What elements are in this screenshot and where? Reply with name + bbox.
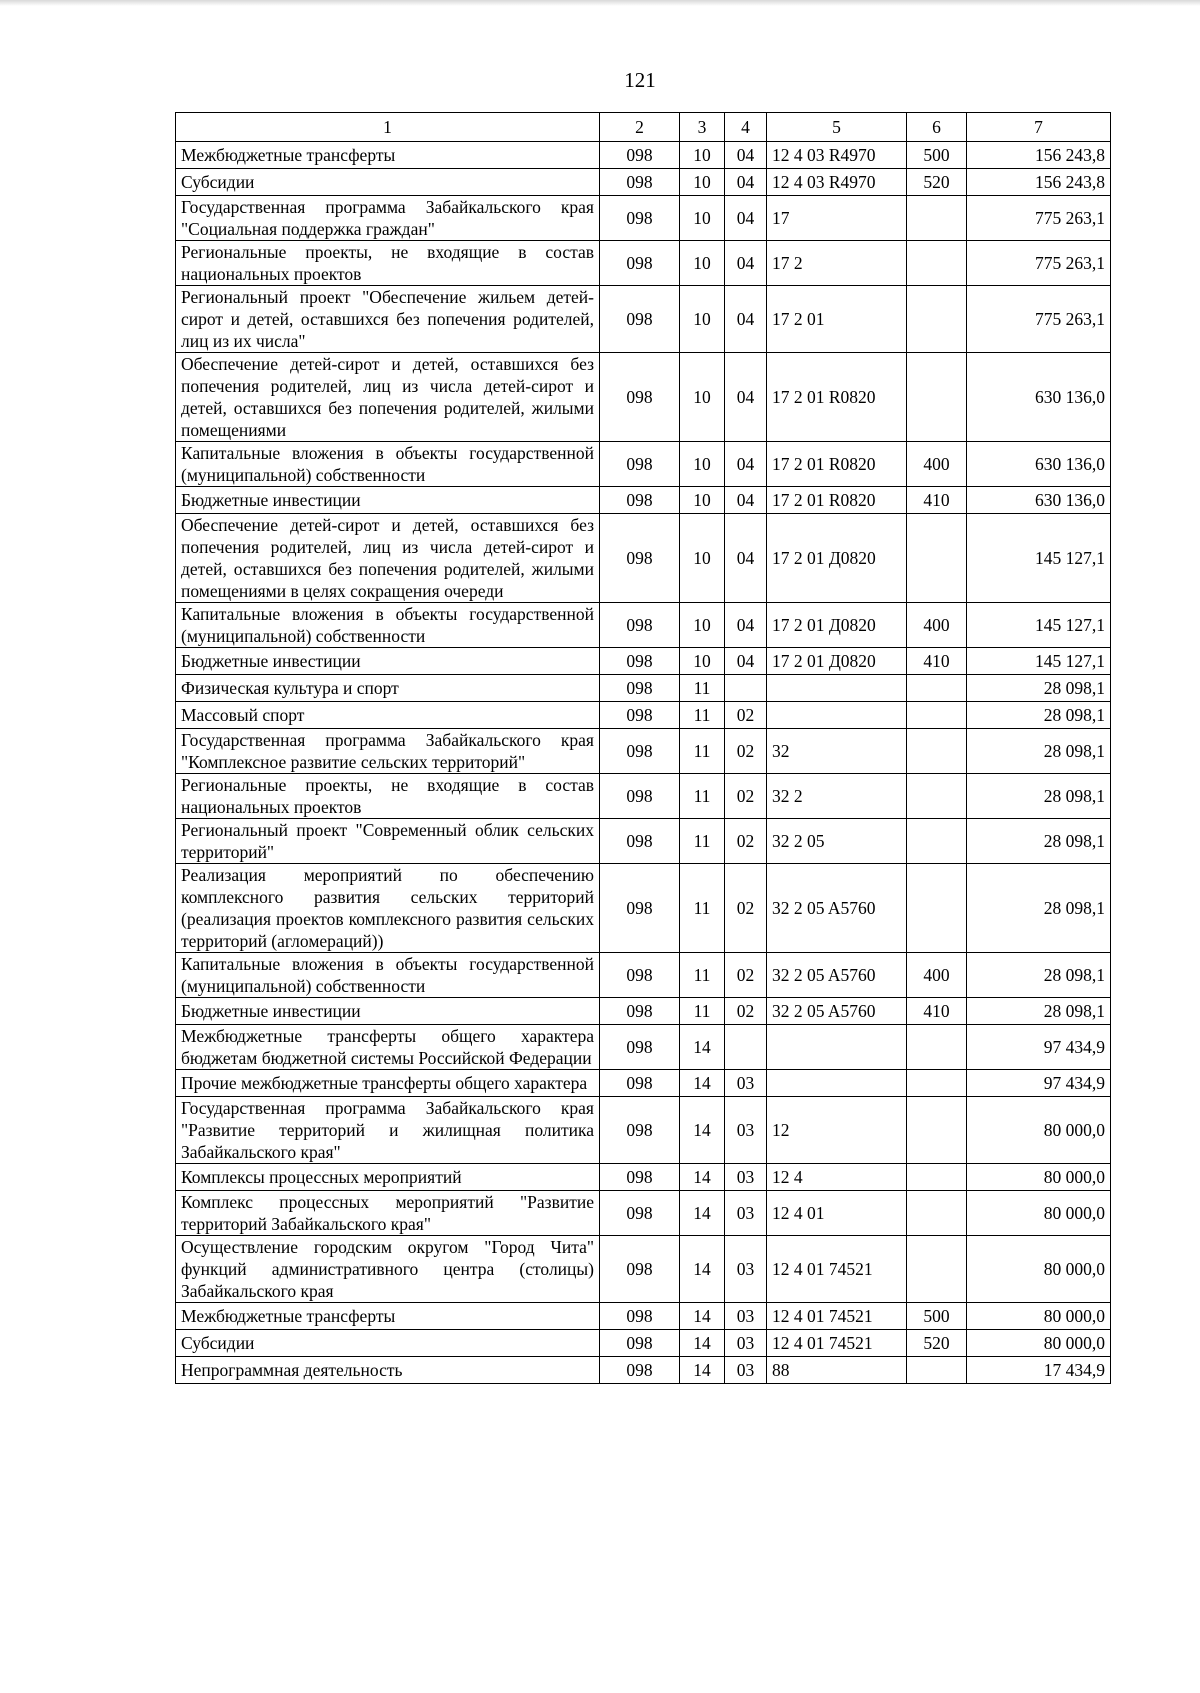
cell-expense-type xyxy=(907,1357,967,1384)
cell-section: 10 xyxy=(680,442,725,487)
cell-grbs: 098 xyxy=(600,487,680,514)
cell-name: Обеспечение детей-сирот и детей, оставшихся без попечения родителей, лиц из числа детей-сирот и детей, оставшихся без попечения родителей, жилыми помещениями в целях сокращения очереди xyxy=(176,514,600,603)
cell-name: Межбюджетные трансферты xyxy=(176,1303,600,1330)
cell-subsection: 04 xyxy=(725,196,767,241)
cell-target-article: 32 2 05 A5760 xyxy=(767,953,907,998)
cell-target-article: 17 2 01 Д0820 xyxy=(767,603,907,648)
cell-subsection: 03 xyxy=(725,1097,767,1164)
cell-amount: 28 098,1 xyxy=(967,819,1111,864)
cell-amount: 775 263,1 xyxy=(967,196,1111,241)
table-row xyxy=(176,1330,1111,1357)
cell-grbs: 098 xyxy=(600,1357,680,1384)
cell-name: Региональный проект "Современный облик сельских территорий" xyxy=(176,819,600,864)
cell-name: Обеспечение детей-сирот и детей, оставшихся без попечения родителей, лиц из числа детей-сирот и детей, оставшихся без попечения родителей, жилыми помещениями xyxy=(176,353,600,442)
table-row xyxy=(176,819,1111,864)
cell-expense-type: 410 xyxy=(907,487,967,514)
cell-subsection: 04 xyxy=(725,353,767,442)
cell-grbs: 098 xyxy=(600,729,680,774)
cell-name: Региональный проект "Обеспечение жильем детей-сирот и детей, оставшихся без попечения родителей, лиц из их числа" xyxy=(176,286,600,353)
header-col-5: 5 xyxy=(767,113,907,142)
cell-grbs: 098 xyxy=(600,603,680,648)
cell-subsection: 02 xyxy=(725,729,767,774)
cell-target-article: 17 2 xyxy=(767,241,907,286)
table-row xyxy=(176,1164,1111,1191)
cell-grbs: 098 xyxy=(600,241,680,286)
cell-section: 11 xyxy=(680,998,725,1025)
cell-amount: 145 127,1 xyxy=(967,514,1111,603)
cell-target-article: 12 4 xyxy=(767,1164,907,1191)
budget-table xyxy=(175,112,1111,1384)
cell-grbs: 098 xyxy=(600,1070,680,1097)
cell-expense-type xyxy=(907,1025,967,1070)
cell-expense-type xyxy=(907,1097,967,1164)
cell-amount: 28 098,1 xyxy=(967,729,1111,774)
cell-target-article xyxy=(767,1070,907,1097)
cell-expense-type xyxy=(907,286,967,353)
cell-amount: 630 136,0 xyxy=(967,487,1111,514)
cell-subsection: 04 xyxy=(725,487,767,514)
scan-top-edge xyxy=(0,0,1200,6)
cell-expense-type: 410 xyxy=(907,998,967,1025)
cell-grbs: 098 xyxy=(600,864,680,953)
cell-amount: 28 098,1 xyxy=(967,953,1111,998)
cell-name: Комплексы процессных мероприятий xyxy=(176,1164,600,1191)
cell-section: 11 xyxy=(680,953,725,998)
cell-section: 10 xyxy=(680,648,725,675)
table-row xyxy=(176,1357,1111,1384)
cell-expense-type xyxy=(907,729,967,774)
cell-expense-type: 500 xyxy=(907,1303,967,1330)
cell-target-article: 17 2 01 Д0820 xyxy=(767,648,907,675)
cell-grbs: 098 xyxy=(600,702,680,729)
cell-section: 14 xyxy=(680,1025,725,1070)
cell-target-article: 17 2 01 Д0820 xyxy=(767,514,907,603)
cell-section: 11 xyxy=(680,675,725,702)
table-row xyxy=(176,1236,1111,1303)
cell-target-article: 88 xyxy=(767,1357,907,1384)
cell-name: Капитальные вложения в объекты государственной (муниципальной) собственности xyxy=(176,603,600,648)
cell-amount: 28 098,1 xyxy=(967,774,1111,819)
cell-name: Государственная программа Забайкальского края "Социальная поддержка граждан" xyxy=(176,196,600,241)
cell-section: 10 xyxy=(680,603,725,648)
header-col-4: 4 xyxy=(725,113,767,142)
cell-name: Региональные проекты, не входящие в состав национальных проектов xyxy=(176,241,600,286)
cell-amount: 28 098,1 xyxy=(967,864,1111,953)
cell-subsection: 04 xyxy=(725,286,767,353)
cell-expense-type xyxy=(907,196,967,241)
cell-subsection: 04 xyxy=(725,648,767,675)
cell-amount: 630 136,0 xyxy=(967,353,1111,442)
cell-grbs: 098 xyxy=(600,1164,680,1191)
cell-grbs: 098 xyxy=(600,1303,680,1330)
cell-amount: 28 098,1 xyxy=(967,998,1111,1025)
cell-section: 10 xyxy=(680,487,725,514)
cell-subsection: 03 xyxy=(725,1357,767,1384)
cell-grbs: 098 xyxy=(600,442,680,487)
table-row xyxy=(176,998,1111,1025)
cell-section: 10 xyxy=(680,286,725,353)
cell-name: Осуществление городским округом "Город Чита" функций административного центра (столицы) Забайкальского края xyxy=(176,1236,600,1303)
cell-amount: 775 263,1 xyxy=(967,286,1111,353)
cell-section: 11 xyxy=(680,702,725,729)
cell-section: 10 xyxy=(680,514,725,603)
cell-grbs: 098 xyxy=(600,998,680,1025)
cell-target-article: 17 2 01 xyxy=(767,286,907,353)
cell-target-article: 17 2 01 R0820 xyxy=(767,353,907,442)
table-row xyxy=(176,196,1111,241)
cell-subsection: 03 xyxy=(725,1330,767,1357)
cell-expense-type: 520 xyxy=(907,1330,967,1357)
cell-name: Физическая культура и спорт xyxy=(176,675,600,702)
cell-grbs: 098 xyxy=(600,353,680,442)
cell-target-article: 12 xyxy=(767,1097,907,1164)
cell-target-article: 12 4 03 R4970 xyxy=(767,142,907,169)
cell-name: Капитальные вложения в объекты государственной (муниципальной) собственности xyxy=(176,953,600,998)
cell-amount: 80 000,0 xyxy=(967,1330,1111,1357)
cell-expense-type: 400 xyxy=(907,603,967,648)
table-row xyxy=(176,442,1111,487)
cell-section: 10 xyxy=(680,142,725,169)
cell-grbs: 098 xyxy=(600,196,680,241)
cell-amount: 80 000,0 xyxy=(967,1191,1111,1236)
cell-section: 14 xyxy=(680,1236,725,1303)
cell-subsection: 03 xyxy=(725,1236,767,1303)
cell-section: 10 xyxy=(680,353,725,442)
cell-subsection: 04 xyxy=(725,142,767,169)
table-row xyxy=(176,648,1111,675)
cell-expense-type xyxy=(907,1191,967,1236)
cell-name: Комплекс процессных мероприятий "Развитие территорий Забайкальского края" xyxy=(176,1191,600,1236)
table-row xyxy=(176,953,1111,998)
cell-subsection: 02 xyxy=(725,864,767,953)
cell-target-article xyxy=(767,702,907,729)
cell-name: Прочие межбюджетные трансферты общего характера xyxy=(176,1070,600,1097)
page-number: 121 xyxy=(624,68,656,92)
header-col-7: 7 xyxy=(967,113,1111,142)
cell-subsection: 03 xyxy=(725,1070,767,1097)
cell-section: 14 xyxy=(680,1357,725,1384)
cell-amount: 630 136,0 xyxy=(967,442,1111,487)
cell-target-article: 32 2 xyxy=(767,774,907,819)
cell-expense-type: 500 xyxy=(907,142,967,169)
cell-amount: 17 434,9 xyxy=(967,1357,1111,1384)
cell-section: 14 xyxy=(680,1070,725,1097)
cell-subsection: 02 xyxy=(725,819,767,864)
cell-grbs: 098 xyxy=(600,169,680,196)
cell-expense-type: 520 xyxy=(907,169,967,196)
cell-expense-type: 400 xyxy=(907,953,967,998)
cell-target-article: 12 4 01 xyxy=(767,1191,907,1236)
table-row xyxy=(176,729,1111,774)
cell-subsection: 03 xyxy=(725,1164,767,1191)
table-row xyxy=(176,169,1111,196)
cell-target-article: 32 2 05 A5760 xyxy=(767,864,907,953)
cell-expense-type xyxy=(907,864,967,953)
cell-name: Бюджетные инвестиции xyxy=(176,487,600,514)
cell-amount: 80 000,0 xyxy=(967,1303,1111,1330)
cell-subsection: 02 xyxy=(725,702,767,729)
cell-name: Межбюджетные трансферты общего характера бюджетам бюджетной системы Российской Федерации xyxy=(176,1025,600,1070)
cell-expense-type: 410 xyxy=(907,648,967,675)
cell-subsection: 04 xyxy=(725,603,767,648)
cell-grbs: 098 xyxy=(600,774,680,819)
cell-amount: 28 098,1 xyxy=(967,675,1111,702)
table-row xyxy=(176,1303,1111,1330)
table-body xyxy=(176,142,1111,1384)
cell-section: 14 xyxy=(680,1191,725,1236)
cell-expense-type xyxy=(907,241,967,286)
cell-expense-type xyxy=(907,353,967,442)
header-col-2: 2 xyxy=(600,113,680,142)
cell-subsection: 04 xyxy=(725,514,767,603)
cell-name: Бюджетные инвестиции xyxy=(176,998,600,1025)
table-row xyxy=(176,864,1111,953)
cell-expense-type xyxy=(907,1164,967,1191)
cell-amount: 28 098,1 xyxy=(967,702,1111,729)
cell-subsection: 04 xyxy=(725,442,767,487)
cell-target-article: 32 2 05 xyxy=(767,819,907,864)
cell-grbs: 098 xyxy=(600,286,680,353)
cell-section: 10 xyxy=(680,241,725,286)
table-row xyxy=(176,142,1111,169)
header-col-3: 3 xyxy=(680,113,725,142)
cell-section: 14 xyxy=(680,1330,725,1357)
cell-section: 10 xyxy=(680,196,725,241)
cell-target-article: 12 4 01 74521 xyxy=(767,1303,907,1330)
table-row xyxy=(176,286,1111,353)
cell-name: Государственная программа Забайкальского края "Развитие территорий и жилищная политика Забайкальского края" xyxy=(176,1097,600,1164)
table-row xyxy=(176,241,1111,286)
cell-expense-type xyxy=(907,1236,967,1303)
cell-amount: 156 243,8 xyxy=(967,169,1111,196)
cell-expense-type xyxy=(907,774,967,819)
table-row xyxy=(176,702,1111,729)
cell-name: Субсидии xyxy=(176,1330,600,1357)
table-row xyxy=(176,514,1111,603)
cell-section: 10 xyxy=(680,169,725,196)
table-row xyxy=(176,603,1111,648)
cell-grbs: 098 xyxy=(600,819,680,864)
cell-amount: 156 243,8 xyxy=(967,142,1111,169)
header-col-1: 1 xyxy=(176,113,600,142)
cell-target-article: 17 2 01 R0820 xyxy=(767,487,907,514)
cell-section: 11 xyxy=(680,864,725,953)
cell-subsection: 03 xyxy=(725,1191,767,1236)
cell-amount: 145 127,1 xyxy=(967,603,1111,648)
cell-subsection: 02 xyxy=(725,953,767,998)
cell-name: Бюджетные инвестиции xyxy=(176,648,600,675)
cell-expense-type: 400 xyxy=(907,442,967,487)
cell-target-article: 32 2 05 A5760 xyxy=(767,998,907,1025)
cell-grbs: 098 xyxy=(600,1191,680,1236)
cell-amount: 80 000,0 xyxy=(967,1236,1111,1303)
cell-target-article: 17 2 01 R0820 xyxy=(767,442,907,487)
cell-name: Непрограммная деятельность xyxy=(176,1357,600,1384)
cell-name: Субсидии xyxy=(176,169,600,196)
cell-amount: 97 434,9 xyxy=(967,1070,1111,1097)
cell-section: 14 xyxy=(680,1303,725,1330)
cell-expense-type xyxy=(907,819,967,864)
cell-section: 14 xyxy=(680,1097,725,1164)
cell-section: 11 xyxy=(680,729,725,774)
cell-subsection: 02 xyxy=(725,774,767,819)
table-row xyxy=(176,774,1111,819)
cell-amount: 80 000,0 xyxy=(967,1097,1111,1164)
cell-subsection: 02 xyxy=(725,998,767,1025)
cell-target-article: 17 xyxy=(767,196,907,241)
cell-amount: 775 263,1 xyxy=(967,241,1111,286)
cell-subsection xyxy=(725,675,767,702)
cell-name: Государственная программа Забайкальского края "Комплексное развитие сельских территорий" xyxy=(176,729,600,774)
header-col-6: 6 xyxy=(907,113,967,142)
cell-target-article xyxy=(767,1025,907,1070)
cell-name: Массовый спорт xyxy=(176,702,600,729)
cell-expense-type xyxy=(907,675,967,702)
cell-expense-type xyxy=(907,702,967,729)
cell-grbs: 098 xyxy=(600,1236,680,1303)
table-row xyxy=(176,353,1111,442)
cell-subsection: 04 xyxy=(725,241,767,286)
table-row xyxy=(176,1097,1111,1164)
cell-name: Капитальные вложения в объекты государственной (муниципальной) собственности xyxy=(176,442,600,487)
table-row xyxy=(176,1191,1111,1236)
cell-grbs: 098 xyxy=(600,1097,680,1164)
cell-amount: 80 000,0 xyxy=(967,1164,1111,1191)
cell-grbs: 098 xyxy=(600,1025,680,1070)
cell-grbs: 098 xyxy=(600,142,680,169)
cell-amount: 97 434,9 xyxy=(967,1025,1111,1070)
cell-name: Межбюджетные трансферты xyxy=(176,142,600,169)
cell-grbs: 098 xyxy=(600,953,680,998)
cell-section: 11 xyxy=(680,774,725,819)
cell-target-article xyxy=(767,675,907,702)
cell-expense-type xyxy=(907,1070,967,1097)
cell-amount: 145 127,1 xyxy=(967,648,1111,675)
table-row xyxy=(176,1025,1111,1070)
table-row xyxy=(176,675,1111,702)
cell-subsection: 03 xyxy=(725,1303,767,1330)
cell-name: Реализация мероприятий по обеспечению комплексного развития сельских территорий (реализация проектов комплексного развития сельских территорий (агломераций)) xyxy=(176,864,600,953)
cell-target-article: 32 xyxy=(767,729,907,774)
table-row xyxy=(176,1070,1111,1097)
cell-target-article: 12 4 01 74521 xyxy=(767,1236,907,1303)
cell-expense-type xyxy=(907,514,967,603)
table-row xyxy=(176,487,1111,514)
cell-grbs: 098 xyxy=(600,675,680,702)
cell-subsection: 04 xyxy=(725,169,767,196)
cell-grbs: 098 xyxy=(600,1330,680,1357)
cell-target-article: 12 4 01 74521 xyxy=(767,1330,907,1357)
cell-section: 14 xyxy=(680,1164,725,1191)
cell-target-article: 12 4 03 R4970 xyxy=(767,169,907,196)
cell-name: Региональные проекты, не входящие в состав национальных проектов xyxy=(176,774,600,819)
cell-section: 11 xyxy=(680,819,725,864)
table-header-row xyxy=(176,113,1111,142)
cell-grbs: 098 xyxy=(600,514,680,603)
cell-subsection xyxy=(725,1025,767,1070)
cell-grbs: 098 xyxy=(600,648,680,675)
